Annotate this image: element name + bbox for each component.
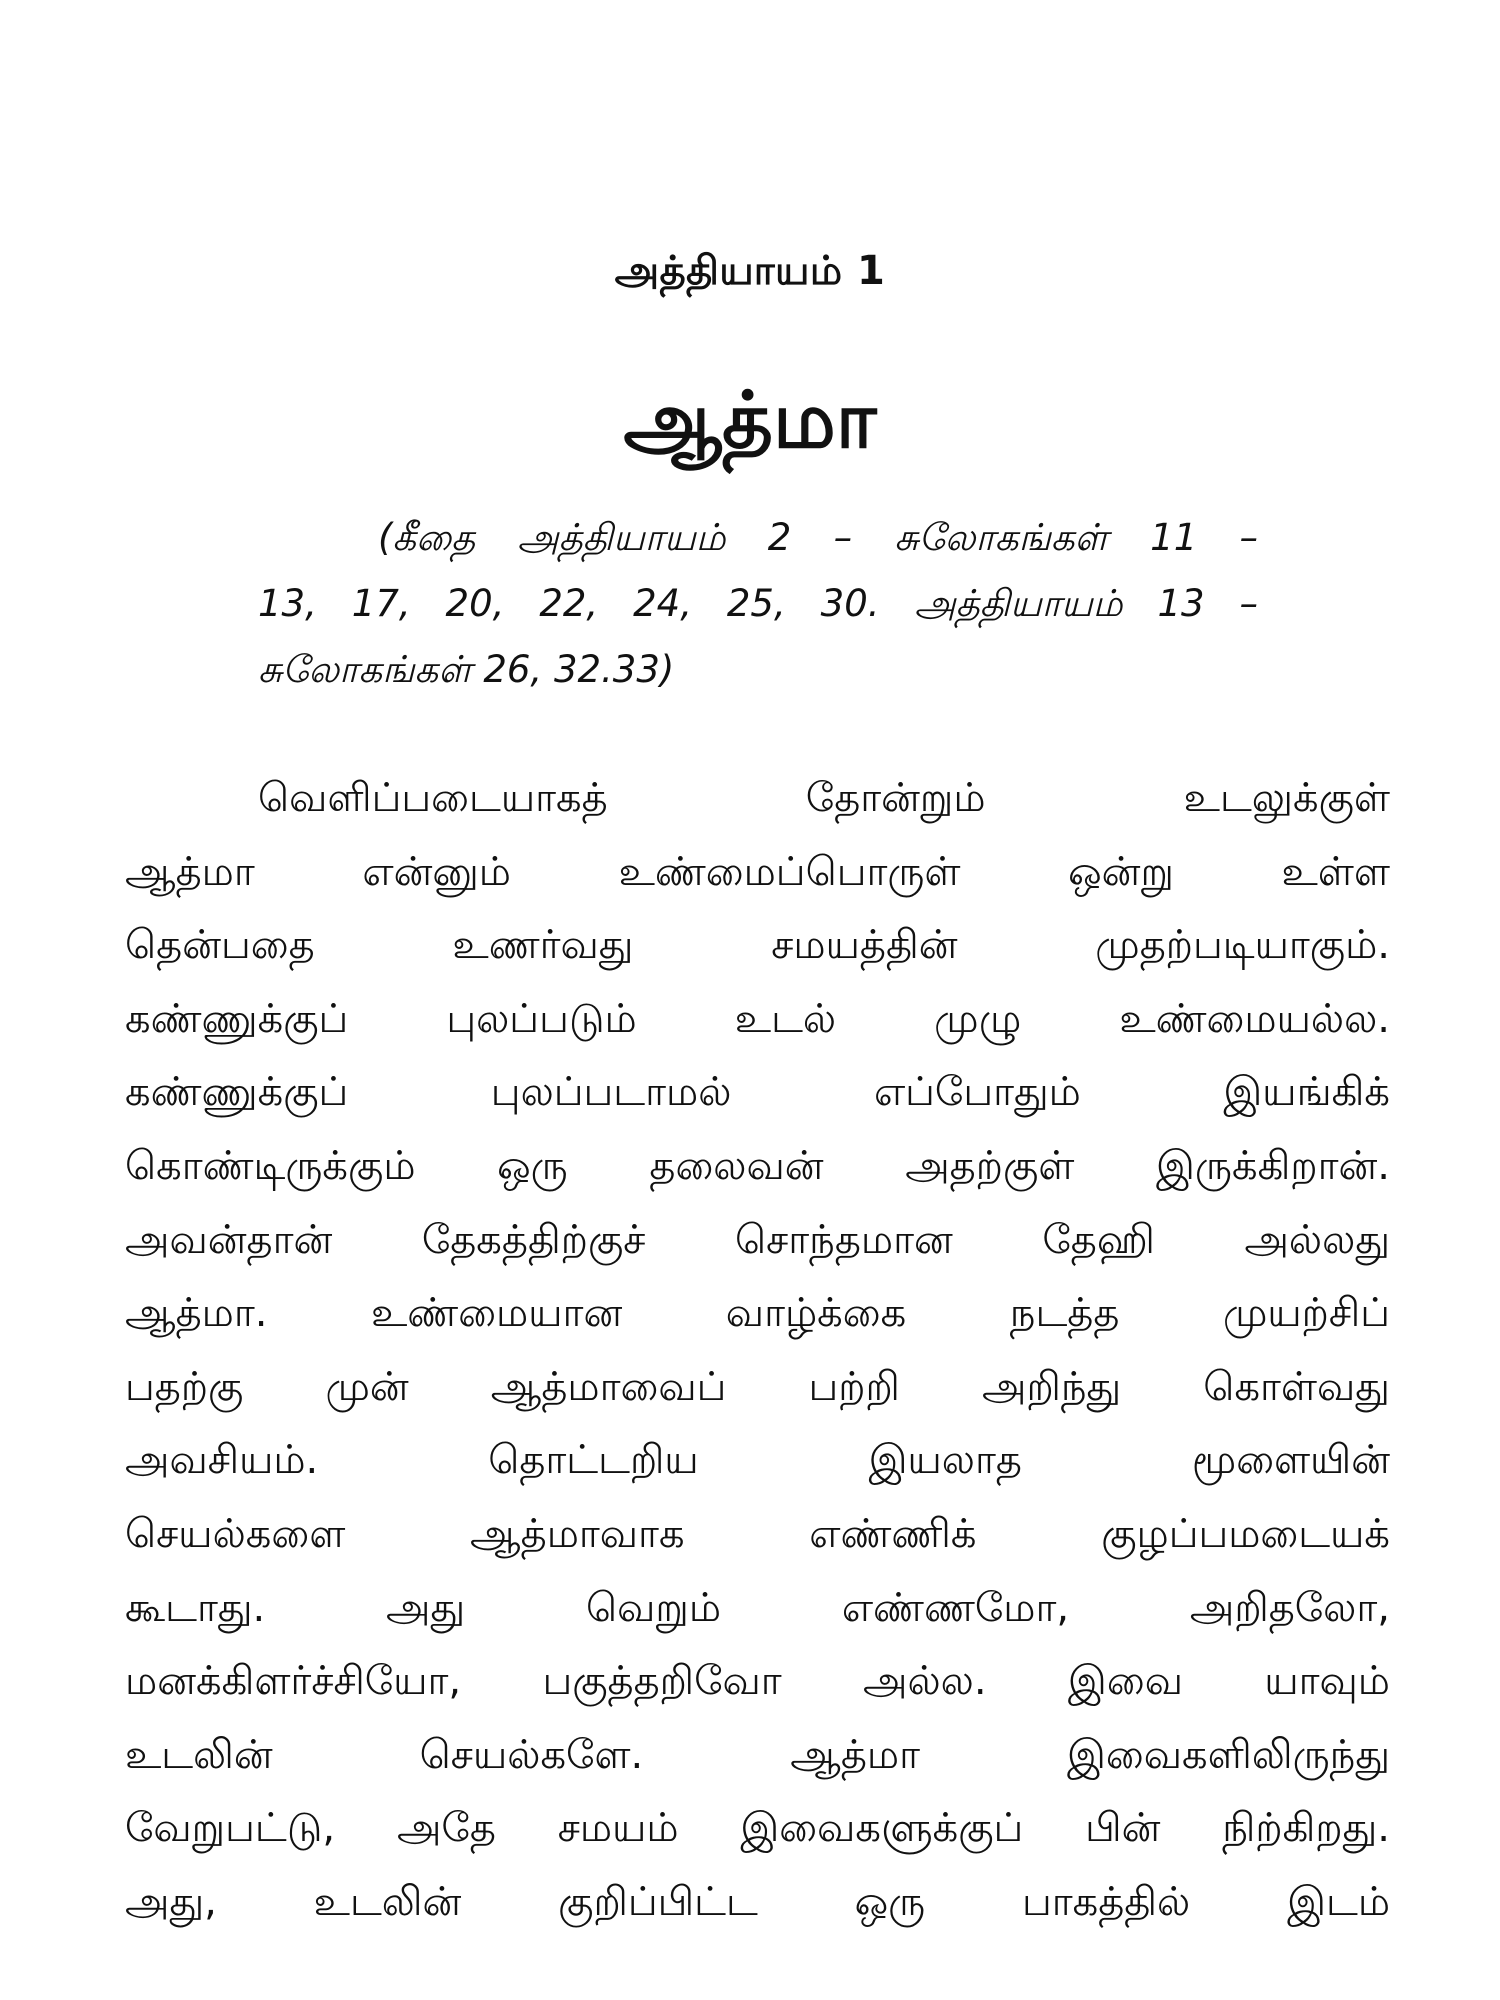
paragraph-line: அது, உடலின் குறிப்பிட்ட ஒரு பாகத்தில் இடம்: [125, 1878, 1390, 1925]
body-paragraph: [125, 762, 1390, 1940]
paragraph-line: ஆத்மா. உண்மையான வாழ்க்கை நடத்த முயற்சிப்: [125, 1290, 1390, 1337]
paragraph-line: வெளிப்படையாகத் தோன்றும் உடலுக்குள்: [258, 775, 1390, 821]
reference-line: சுலோகங்கள் 26, 32.33): [258, 648, 675, 691]
paragraph-line: கண்ணுக்குப் புலப்படாமல் எப்போதும் இயங்கிக்: [125, 1069, 1390, 1116]
paragraph-line: அவசியம். தொட்டறிய இயலாத மூளையின்: [125, 1437, 1390, 1484]
paragraph-line: மனக்கிளர்ச்சியோ, பகுத்தறிவோ அல்ல. இவை யாவும்: [125, 1658, 1390, 1705]
paragraph-line: அவன்தான் தேகத்திற்குச் சொந்தமான தேஹி அல்லது: [125, 1216, 1390, 1263]
chapter-label: அத்தியாயம் 1: [614, 248, 886, 294]
paragraph-line: உடலின் செயல்களே. ஆத்மா இவைகளிலிருந்து: [125, 1731, 1390, 1778]
chapter-title: ஆத்மா: [623, 375, 877, 466]
paragraph-line: செயல்களை ஆத்மாவாக எண்ணிக் குழப்பமடையக்: [125, 1510, 1390, 1557]
paragraph-line: கொண்டிருக்கும் ஒரு தலைவன் அதற்குள் இருக்கிறான்.: [125, 1142, 1390, 1189]
paragraph-line: ஆத்மா என்னும் உண்மைப்பொருள் ஒன்று உள்ள: [125, 848, 1390, 895]
reference-line: (கீதை அத்தியாயம் 2 – சுலோகங்கள் 11 –: [378, 516, 1258, 559]
paragraph-line: தென்பதை உணர்வது சமயத்தின் முதற்படியாகும்.: [125, 922, 1390, 969]
reference-line: 13, 17, 20, 22, 24, 25, 30. அத்தியாயம் 13 –: [258, 582, 1258, 625]
gita-reference: [258, 505, 1258, 703]
paragraph-line: பதற்கு முன் ஆத்மாவைப் பற்றி அறிந்து கொள்வது: [125, 1363, 1390, 1410]
paragraph-line: வேறுபட்டு, அதே சமயம் இவைகளுக்குப் பின் நிற்கிறது.: [125, 1805, 1390, 1852]
paragraph-line: கண்ணுக்குப் புலப்படும் உடல் முழு உண்மையல்ல.: [125, 995, 1390, 1042]
paragraph-line: கூடாது. அது வெறும் எண்ணமோ, அறிதலோ,: [125, 1584, 1390, 1631]
